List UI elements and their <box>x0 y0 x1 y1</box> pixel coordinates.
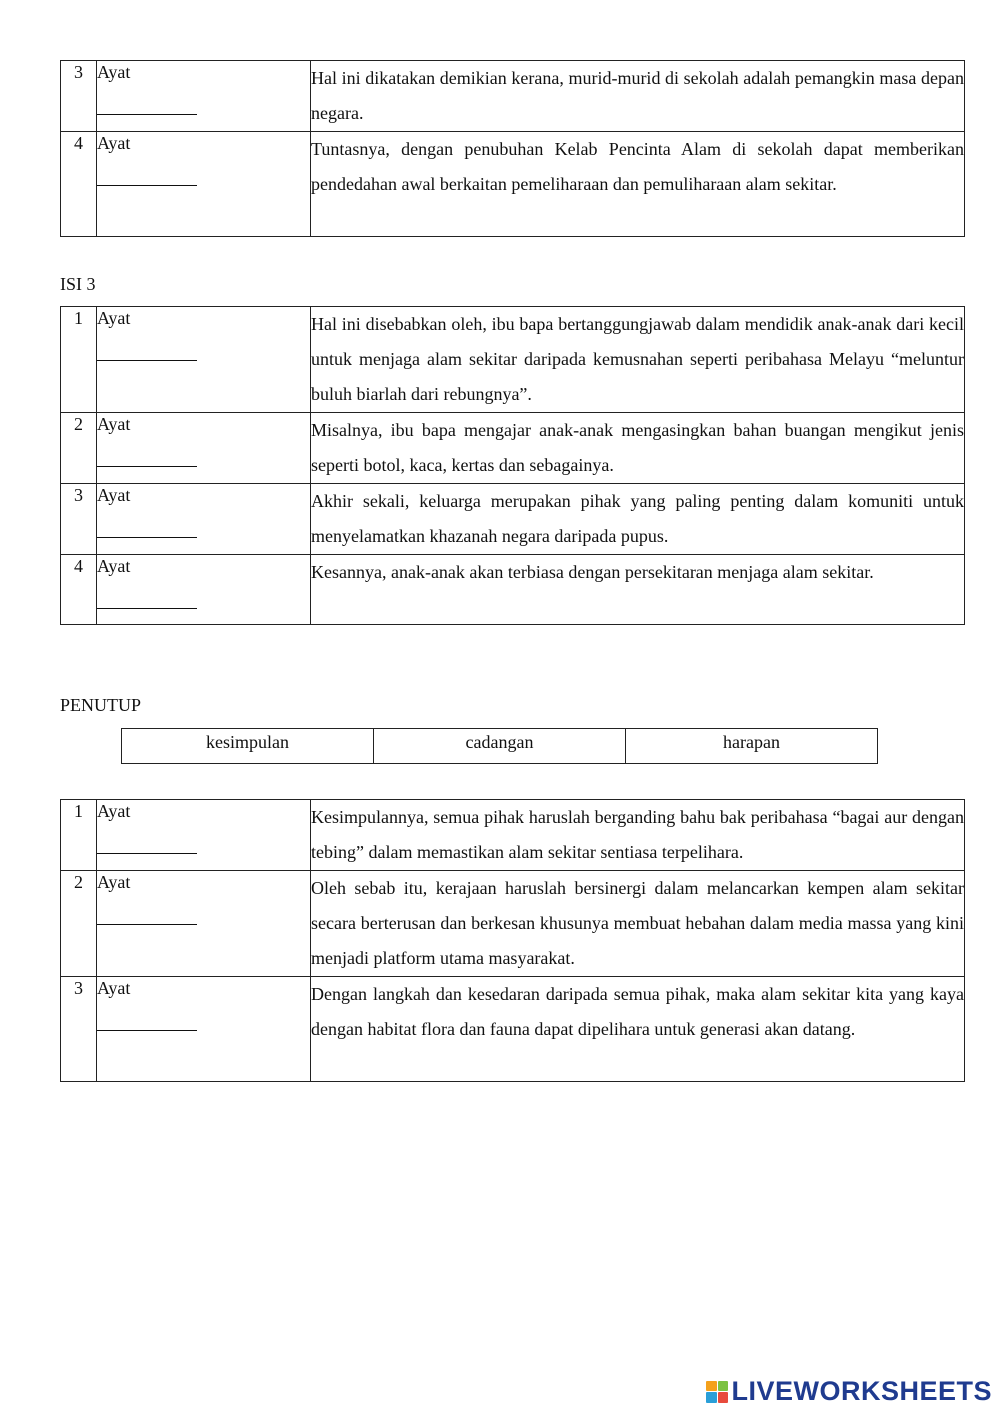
answer-blank[interactable] <box>97 842 197 854</box>
ayat-label: Ayat <box>97 556 131 576</box>
row-number: 1 <box>61 307 97 413</box>
liveworksheets-logo[interactable] <box>706 1376 992 1407</box>
liveworksheets-logo-icon <box>706 1381 728 1403</box>
table-row <box>61 800 965 871</box>
answer-blank[interactable] <box>97 103 197 115</box>
option-cadangan: cadangan <box>374 729 626 764</box>
table-row <box>61 977 965 1082</box>
sentence-text: Hal ini disebabkan oleh, ibu bapa bertanggungjawab dalam mendidik anak-anak dari kecil untuk menjaga alam sekitar daripada kemusnahan seperti peribahasa Melayu “meluntur buluh biarlah dari rebungnya”. <box>311 307 965 413</box>
ayat-label-cell <box>97 307 311 413</box>
logo-text: LIVEWORKSHEETS <box>731 1376 992 1406</box>
ayat-label: Ayat <box>97 308 131 328</box>
table-row <box>61 413 965 484</box>
row-number: 3 <box>61 484 97 555</box>
ayat-label: Ayat <box>97 62 131 82</box>
logo-mark-square <box>718 1392 729 1403</box>
sentence-text: Misalnya, ibu bapa mengajar anak-anak mengasingkan bahan buangan mengikut jenis seperti botol, kaca, kertas dan sebagainya. <box>311 413 965 484</box>
row-number: 1 <box>61 800 97 871</box>
logo-mark-square <box>718 1381 729 1392</box>
answer-blank[interactable] <box>97 455 197 467</box>
answer-blank[interactable] <box>97 174 197 186</box>
option-kesimpulan: kesimpulan <box>122 729 374 764</box>
table-row <box>61 61 965 132</box>
table-row <box>61 555 965 625</box>
row-number: 3 <box>61 977 97 1082</box>
ayat-label-cell <box>97 871 311 977</box>
sentence-text: Kesimpulannya, semua pihak haruslah berganding bahu bak peribahasa “bagai aur dengan tebing” dalam memastikan alam sekitar sentiasa terpelihara. <box>311 800 965 871</box>
ayat-label: Ayat <box>97 133 131 153</box>
table-row <box>61 871 965 977</box>
ayat-label: Ayat <box>97 978 131 998</box>
section-heading-penutup: PENUTUP <box>60 695 142 715</box>
logo-mark-square <box>706 1392 717 1403</box>
isi3-table <box>60 306 965 625</box>
continuation-table <box>60 60 965 237</box>
answer-blank[interactable] <box>97 913 197 925</box>
row-number: 4 <box>61 555 97 625</box>
ayat-label: Ayat <box>97 872 131 892</box>
ayat-label: Ayat <box>97 414 131 434</box>
ayat-label: Ayat <box>97 801 131 821</box>
answer-blank[interactable] <box>97 1019 197 1031</box>
ayat-label-cell <box>97 132 311 237</box>
logo-mark-square <box>706 1381 717 1392</box>
answer-blank[interactable] <box>97 526 197 538</box>
options-row <box>122 729 878 764</box>
section-heading-isi3: ISI 3 <box>60 274 96 294</box>
ayat-label: Ayat <box>97 485 131 505</box>
sentence-text: Hal ini dikatakan demikian kerana, murid-murid di sekolah adalah pemangkin masa depan negara. <box>311 61 965 132</box>
ayat-label-cell <box>97 413 311 484</box>
answer-blank[interactable] <box>97 597 197 609</box>
sentence-text: Oleh sebab itu, kerajaan haruslah bersinergi dalam melancarkan kempen alam sekitar secara berterusan dan berkesan khusunya membuat hebahan dalam media massa yang kini menjadi platform utama masyarakat. <box>311 871 965 977</box>
table-row <box>61 307 965 413</box>
option-harapan: harapan <box>626 729 878 764</box>
ayat-label-cell <box>97 977 311 1082</box>
ayat-label-cell <box>97 61 311 132</box>
table-row <box>61 484 965 555</box>
sentence-text: Dengan langkah dan kesedaran daripada semua pihak, maka alam sekitar kita yang kaya dengan habitat flora dan fauna dapat dipelihara untuk generasi akan datang. <box>311 977 965 1082</box>
sentence-text: Akhir sekali, keluarga merupakan pihak yang paling penting dalam komuniti untuk menyelamatkan khazanah negara daripada pupus. <box>311 484 965 555</box>
row-number: 3 <box>61 61 97 132</box>
penutup-table <box>60 799 965 1082</box>
row-number: 4 <box>61 132 97 237</box>
ayat-label-cell <box>97 555 311 625</box>
answer-options-box <box>121 728 878 764</box>
sentence-text: Tuntasnya, dengan penubuhan Kelab Pencinta Alam di sekolah dapat memberikan pendedahan awal berkaitan pemeliharaan dan pemuliharaan alam sekitar. <box>311 132 965 237</box>
sentence-text: Kesannya, anak-anak akan terbiasa dengan persekitaran menjaga alam sekitar. <box>311 555 965 625</box>
row-number: 2 <box>61 871 97 977</box>
ayat-label-cell <box>97 484 311 555</box>
row-number: 2 <box>61 413 97 484</box>
ayat-label-cell <box>97 800 311 871</box>
table-row <box>61 132 965 237</box>
answer-blank[interactable] <box>97 349 197 361</box>
